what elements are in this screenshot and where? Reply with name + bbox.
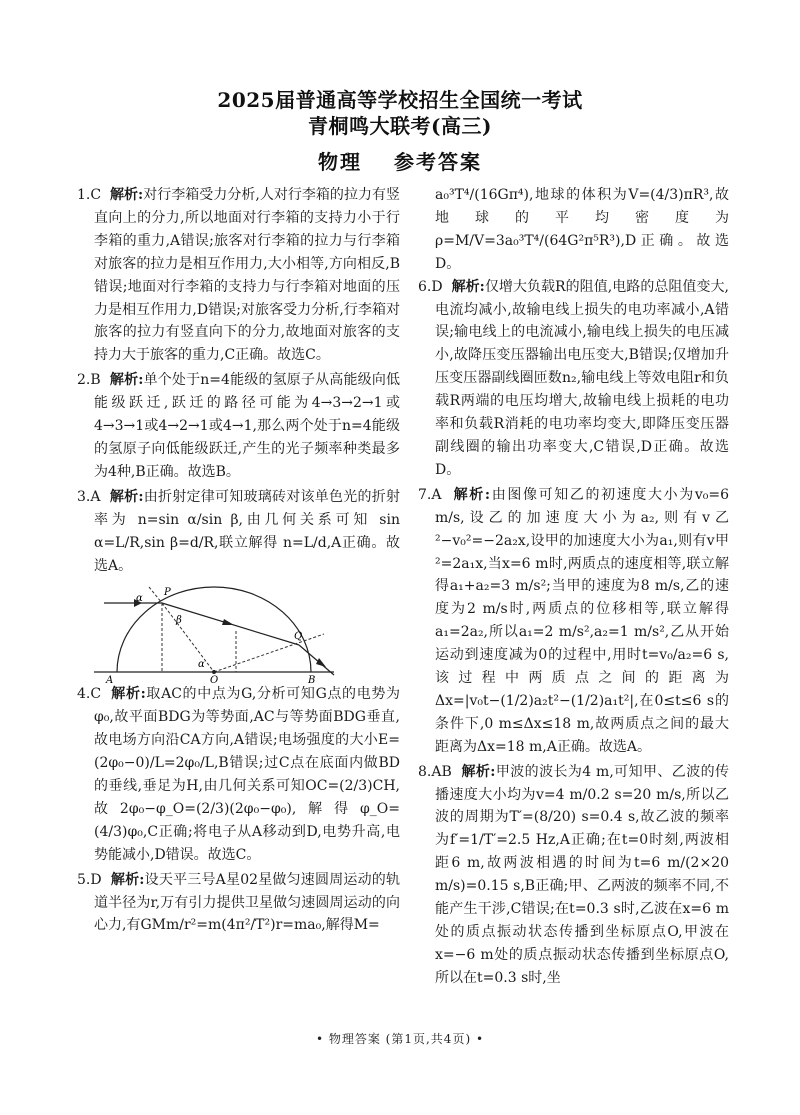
answer-letter: C [90, 686, 102, 703]
answer-item-6 [418, 276, 729, 482]
analysis-text: 单个处于n=4能级的氢原子从高能级向低能级跃迁,跃迁的路径可能为4→3→2→1或4→3→1或4→2→1或4→1,那么两个处于n=4能级的氢原子向低能级跃迁,产生的光子频率种类最多为4种,B正确。故选B。 [94, 372, 400, 480]
answer-item-5-continued: a₀³T⁴/(16Gπ⁴),地球的体积为V=(4/3)πR³,故地球的平均密度为ρ=M/V=3a₀³T⁴/(64G²π⁵R³),D正确。故选D。 [435, 187, 729, 272]
analysis-text: 由图像可知乙的初速度大小为v₀=6 m/s,设乙的加速度大小为a₂,则有v乙²−v₀²=−2a₂x,设甲的加速度大小为a₁,则有v甲²=2a₁x,当x=6 m时,两质点的速度相等,联立解得a₁+a₂=3 m/s²;当甲的速度为8 m/s,乙的速度为2 m/s时,两质点的位移相等,联立解得a₁=2a₂,所以a₁=2 m/s²,a₂=1 m/s²,乙从开始运动到速度减为0的过程中,用时t=v₀/a₂=6 s,该过程中两质点之间的距离为Δx=|v₀t−(1/2)a₂t²−(1/2)a₁t²|,在0≤t≤6 s的条件下,0 m≤Δx≤18 m,故两质点之间的最大距离为Δx=18 m,A正确。故选A。 [435, 486, 729, 755]
analysis-text: 取AC的中点为G,分析可知G点的电势为φ₀,故平面BDG为等势面,AC与等势面BDG垂直,故电场方向沿CA方向,A错误;电场强度的大小E=(2φ₀−0)/L=2φ₀/L,B错误;过C点在底面内做BD的垂线,垂足为H,由几何关系可知OC=(2/3)CH,故2φ₀−φ_O=(2/3)(2φ₀−φ₀),解得φ_O=(4/3)φ₀,C正确;将电子从A移动到D,电势升高,电势能减小,D错误。故选C。 [94, 686, 401, 863]
question-number: 3. [77, 488, 91, 505]
refraction-diagram [94, 579, 334, 687]
exit-ray [299, 645, 334, 675]
exam-subtitle: 青桐鸣大联考(高三) [308, 114, 492, 138]
answer-item-5 [77, 869, 400, 938]
label-beta: β [176, 615, 182, 627]
answer-item-1 [77, 184, 400, 367]
page-footer: • 物理答案 (第1页,共4页) • [315, 1032, 485, 1046]
subject-name: 物理 [318, 150, 362, 174]
question-number: 8. [418, 763, 432, 780]
analysis-label: 解析: [451, 278, 485, 295]
analysis-label: 解析: [109, 372, 144, 389]
answer-letter: D [431, 278, 443, 295]
answer-letter: A [431, 486, 442, 503]
exit-arrow [316, 658, 326, 667]
answer-letter: B [90, 372, 101, 389]
analysis-label: 解析: [461, 763, 496, 780]
label-Q: Q [294, 631, 303, 643]
analysis-label: 解析: [110, 187, 144, 203]
analysis-label: 解析: [111, 686, 146, 703]
question-number: 7. [418, 486, 432, 503]
doc-type: 参考答案 [394, 150, 482, 174]
label-alpha-bottom: α [198, 659, 205, 671]
analysis-text: 对行李箱受力分析,人对行李箱的拉力有竖直向上的分力,所以地面对行李箱的支持力小于行李箱的重力,A错误;旅客对行李箱的拉力与行李箱对旅客的拉力是相互作用力,大小相等,方向相反,B错误;地面对行李箱的支持力与行李箱对地面的压力是相互作用力,D错误;对旅客受力分析,行李箱对旅客的拉力有竖直向下的分力,故地面对旅客的支持力大于旅客的重力,C正确。故选C。 [94, 187, 400, 364]
analysis-text: 由折射定律可知玻璃砖对该单色光的折射率为 n=sin α/sin β,由几何关系可知 sin α=L/R,sin β=d/R,联立解得 n=L/d,A正确。故选A。 [94, 488, 401, 574]
analysis-label: 解析: [453, 486, 491, 503]
label-O: O [210, 675, 219, 687]
question-number: 6. [418, 278, 432, 295]
answer-letter: D [90, 871, 102, 888]
question-number: 2. [77, 372, 91, 389]
label-alpha-top: α [136, 593, 143, 605]
answer-letter: A [90, 488, 101, 505]
right-column [418, 184, 729, 992]
left-column [77, 184, 400, 939]
label-A: A [106, 675, 114, 687]
point-O [212, 670, 216, 674]
analysis-text: 甲波的波长为4 m,可知甲、乙波的传播速度大小均为v=4 m/0.2 s=20 m/s,所以乙波的周期为T′=(8/20) s=0.4 s,故乙波的频率为f′=1/T′=2.5 Hz,A正确;在t=0时刻,两波相距6 m,故两波相遇的时间为t=6 m/(2×20 m/s)=0.15 s,B正确;甲、乙两波的频率不同,不能产生干涉,C错误;在t=0.3 s时,乙波在x=6 m处的质点振动状态传播到坐标原点O,甲波在x=−6 m处的质点振动状态传播到坐标原点O,所以在t=0.3 s时,坐 [435, 763, 730, 986]
answer-item-4 [77, 683, 400, 866]
question-number: 4. [77, 686, 91, 703]
question-number: 1. [77, 187, 91, 203]
answer-item-2 [77, 369, 400, 484]
answer-item-3 [77, 486, 400, 578]
normal-at-P [162, 603, 214, 672]
normal-extension [149, 587, 162, 603]
label-B: B [308, 675, 316, 687]
subject-heading [0, 146, 800, 175]
exam-title: 2025届普通高等学校招生全国统一考试 [217, 88, 583, 112]
analysis-label: 解析: [109, 488, 144, 505]
answer-item-7 [418, 484, 729, 759]
answer-letter: C [90, 187, 102, 203]
analysis-text: 设天平三号A星02星做匀速圆周运动的轨道半径为r,万有引力提供卫星做匀速圆周运动的向心力,有GMm/r²=m(4π²/T²)r=ma₀,解得M= [94, 871, 401, 934]
question-number: 5. [77, 871, 91, 888]
semicircle-arc [117, 587, 311, 672]
analysis-text: 仅增大负载R的阻值,电路的总阻值变大,电流均减小,故输电线上损失的电功率减小,A错误;输电线上的电流减小,输电线上损失的电压减小,故降压变压器输出电压变大,B错误;仅增加升压变压器副线圈匝数n₂,输电线上等效电阻r和负载R两端的电压均增大,故输电线上损耗的电功率和负载R消耗的电功率均变大,即降压变压器副线圈的输出功率变大,C错误,D正确。故选D。 [435, 278, 729, 478]
answer-letter: AB [431, 763, 452, 780]
answer-item-8 [418, 761, 729, 990]
label-P: P [164, 587, 171, 599]
analysis-label: 解析: [110, 871, 145, 888]
refracted-arrow [222, 619, 234, 625]
